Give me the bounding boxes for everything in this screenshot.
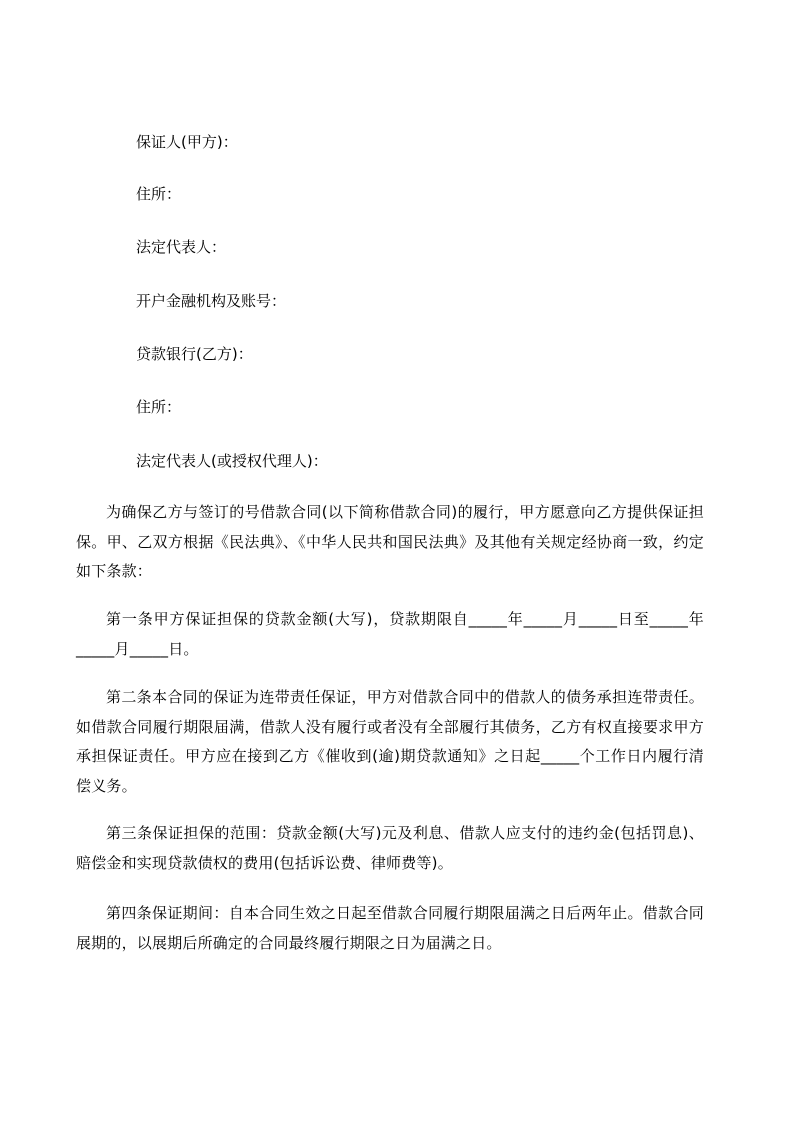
bank-account-field: 开户金融机构及账号： <box>136 292 287 310</box>
bank-address-field: 住所： <box>136 398 182 416</box>
article-4-paragraph: 第四条保证期间：自本合同生效之日起至借款合同履行期限届满之日后两年止。借款合同展期的，以展期后所确定的合同最终履行期限之日为届满之日。 <box>76 904 704 952</box>
article-3-paragraph: 第三条保证担保的范围：贷款金额(大写)元及利息、借款人应支付的违约金(包括罚息)、赔偿金和实现贷款债权的费用(包括诉讼费、律师费等)。 <box>76 824 704 872</box>
article-2-paragraph: 第二条本合同的保证为连带责任保证，甲方对借款合同中的借款人的债务承担连带责任。如借款合同履行期限届满，借款人没有履行或者没有全部履行其债务，乙方有权直接要求甲方承担保证责任。甲方应在接到乙方《催收到(逾)期贷款通知》之日起_____个工作日内履行清偿义务。 <box>76 688 704 795</box>
guarantor-legal-rep-field: 法定代表人： <box>136 238 227 256</box>
guarantor-address-field: 住所： <box>136 185 182 203</box>
bank-legal-rep-field: 法定代表人(或授权代理人)： <box>136 452 328 470</box>
lending-bank-field: 贷款银行(乙方)： <box>136 345 253 363</box>
guarantor-field: 保证人(甲方)： <box>136 133 238 151</box>
article-1-paragraph: 第一条甲方保证担保的贷款金额(大写)，贷款期限自_____年_____月_____日至_____年_____月_____日。 <box>76 610 704 658</box>
intro-paragraph: 为确保乙方与签订的号借款合同(以下简称借款合同)的履行，甲方愿意向乙方提供保证担保。甲、乙双方根据《民法典》、《中华人民共和国民法典》及其他有关规定经协商一致，约定如下条款： <box>76 503 704 580</box>
